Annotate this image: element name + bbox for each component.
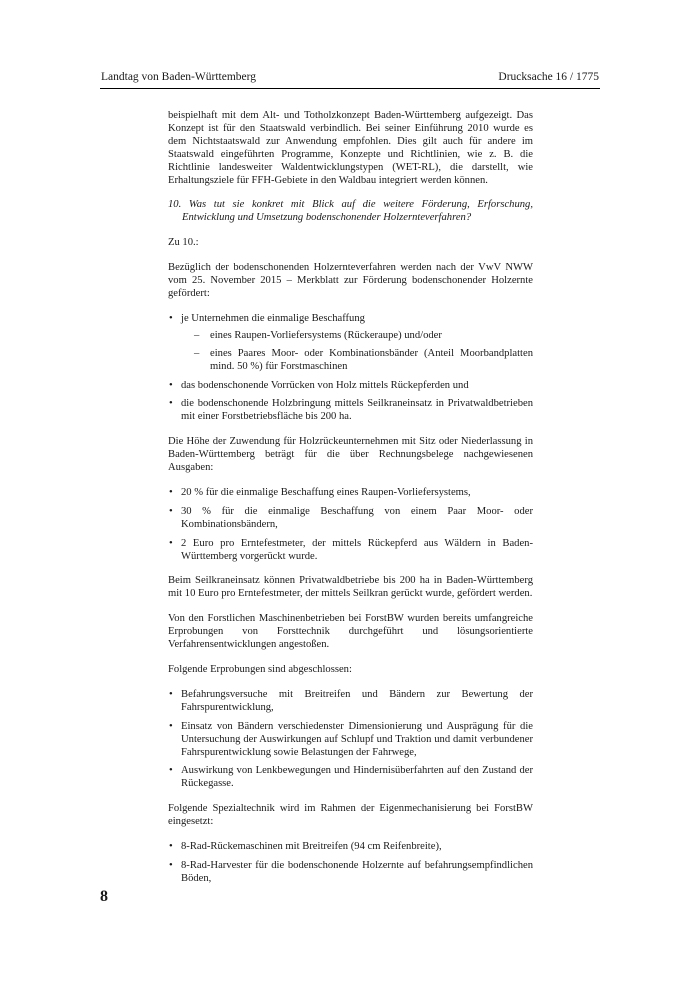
list-item: • 8-Rad-Rückemaschinen mit Breitreifen (94 cm Reifenbreite), (168, 841, 533, 854)
completed-trials-list (168, 689, 533, 791)
header-rule (100, 88, 600, 89)
page-number: 8 (100, 888, 108, 905)
list-item: • 2 Euro pro Erntefestmeter, der mittels Rückepferd aus Wäldern in Baden-Württemberg vorgerückt wurde. (168, 538, 533, 564)
list-item: • die bodenschonende Holzbringung mittels Seilkraneinsatz in Privatwaldbetrieben mit einer Forstbetriebsfläche bis 200 ha. (168, 398, 533, 424)
list-item: • das bodenschonende Vorrücken von Holz mittels Rückepferden und (168, 380, 533, 393)
paragraph-forstbw-trials: Von den Forstlichen Maschinenbetrieben bei ForstBW wurden bereits umfangreiche Erprobungen von Forsttechnik durchgeführt und lösungsorientierte Verfahrensentwicklungen angestoßen. (168, 613, 533, 651)
sublist-item: – eines Raupen-Vorliefersystems (Rückeraupe) und/oder (181, 330, 533, 343)
list-item: • Einsatz von Bändern verschiedenster Dimensionierung und Ausprägung für die Untersuchung der Auswirkungen auf Schlupf und Traktion und damit verbundener Fahrspurentwicklung sowie Belastungen der Fahrwege, (168, 721, 533, 760)
running-header-title: Landtag von Baden-Württemberg (101, 71, 256, 83)
paragraph-funding-intro: Bezüglich der bodenschonenden Holzernteverfahren werden nach der VwV NWW vom 25. November 2015 – Merkblatt zur Förderung bodenschonender Holzernte gefördert: (168, 262, 533, 299)
paragraph-completed-trials-intro: Folgende Erprobungen sind abgeschlossen: (168, 664, 352, 675)
list-item-text: je Unternehmen die einmalige Beschaffung (181, 312, 365, 324)
special-technology-list (168, 841, 533, 886)
answer-label: Zu 10.: (168, 237, 199, 249)
paragraph-grant-amount: Die Höhe der Zuwendung für Holzrückeunternehmen mit Sitz oder Niederlassung in Baden-Württemberg beträgt für die über Rechnungsbelege nachgewiesenen Ausgaben: (168, 436, 533, 474)
running-header-document-number: Drucksache 16 / 1775 (498, 71, 599, 83)
sublist-item: – eines Paares Moor- oder Kombinationsbänder (Anteil Moorbandplatten mind. 50 %) für Forstmaschinen (181, 348, 533, 374)
paragraph-continued: beispielhaft mit dem Alt- und Totholzkonzept Baden-Württemberg aufgezeigt. Das Konzept ist für den Staatswald verbindlich. Bei seiner Einführung 2010 wurde es dem Nichtstaatswald zur Anwendung empfohlen. Dies gilt auch für andere im Staatswald eingeführten Programme, Konzepte und Richtlinien, wie z. B. die Richtlinie landesweiter Waldentwicklungstypen (WET-RL), die darstellt, wie Erhaltungsziele für FFH-Gebiete in den Waldbau integriert werden können. (168, 110, 533, 186)
document-body (168, 110, 533, 898)
funded-procedures-list (168, 313, 533, 424)
procurement-sublist (181, 330, 533, 374)
question-10: 10. Was tut sie konkret mit Blick auf die weitere Förderung, Erforschung, Entwicklung und Umsetzung bodenschonender Holzernteverfahren? (168, 199, 533, 224)
list-item: • 30 % für die einmalige Beschaffung von einem Paar Moor- oder Kombinationsbändern, (168, 506, 533, 532)
list-item: • 20 % für die einmalige Beschaffung eines Raupen-Vorliefersystems, (168, 487, 533, 500)
paragraph-special-technology-intro: Folgende Spezialtechnik wird im Rahmen der Eigenmechanisierung bei ForstBW eingesetzt: (168, 803, 533, 828)
grant-rates-list (168, 487, 533, 564)
list-item: • Auswirkung von Lenkbewegungen und Hindernisüberfahrten auf den Zustand der Rückegasse. (168, 765, 533, 791)
list-item: • 8-Rad-Harvester für die bodenschonende Holzernte auf befahrungsempfindlichen Böden, (168, 860, 533, 886)
list-item (168, 313, 533, 374)
paragraph-cable-crane: Beim Seilkraneinsatz können Privatwaldbetriebe bis 200 ha in Baden-Württemberg mit 10 Euro pro Erntefestmeter, der mittels Seilkran gerückt wurde, gefördert werden. (168, 575, 533, 600)
list-item: • Befahrungsversuche mit Breitreifen und Bändern zur Bewertung der Fahrspurentwicklung, (168, 689, 533, 715)
